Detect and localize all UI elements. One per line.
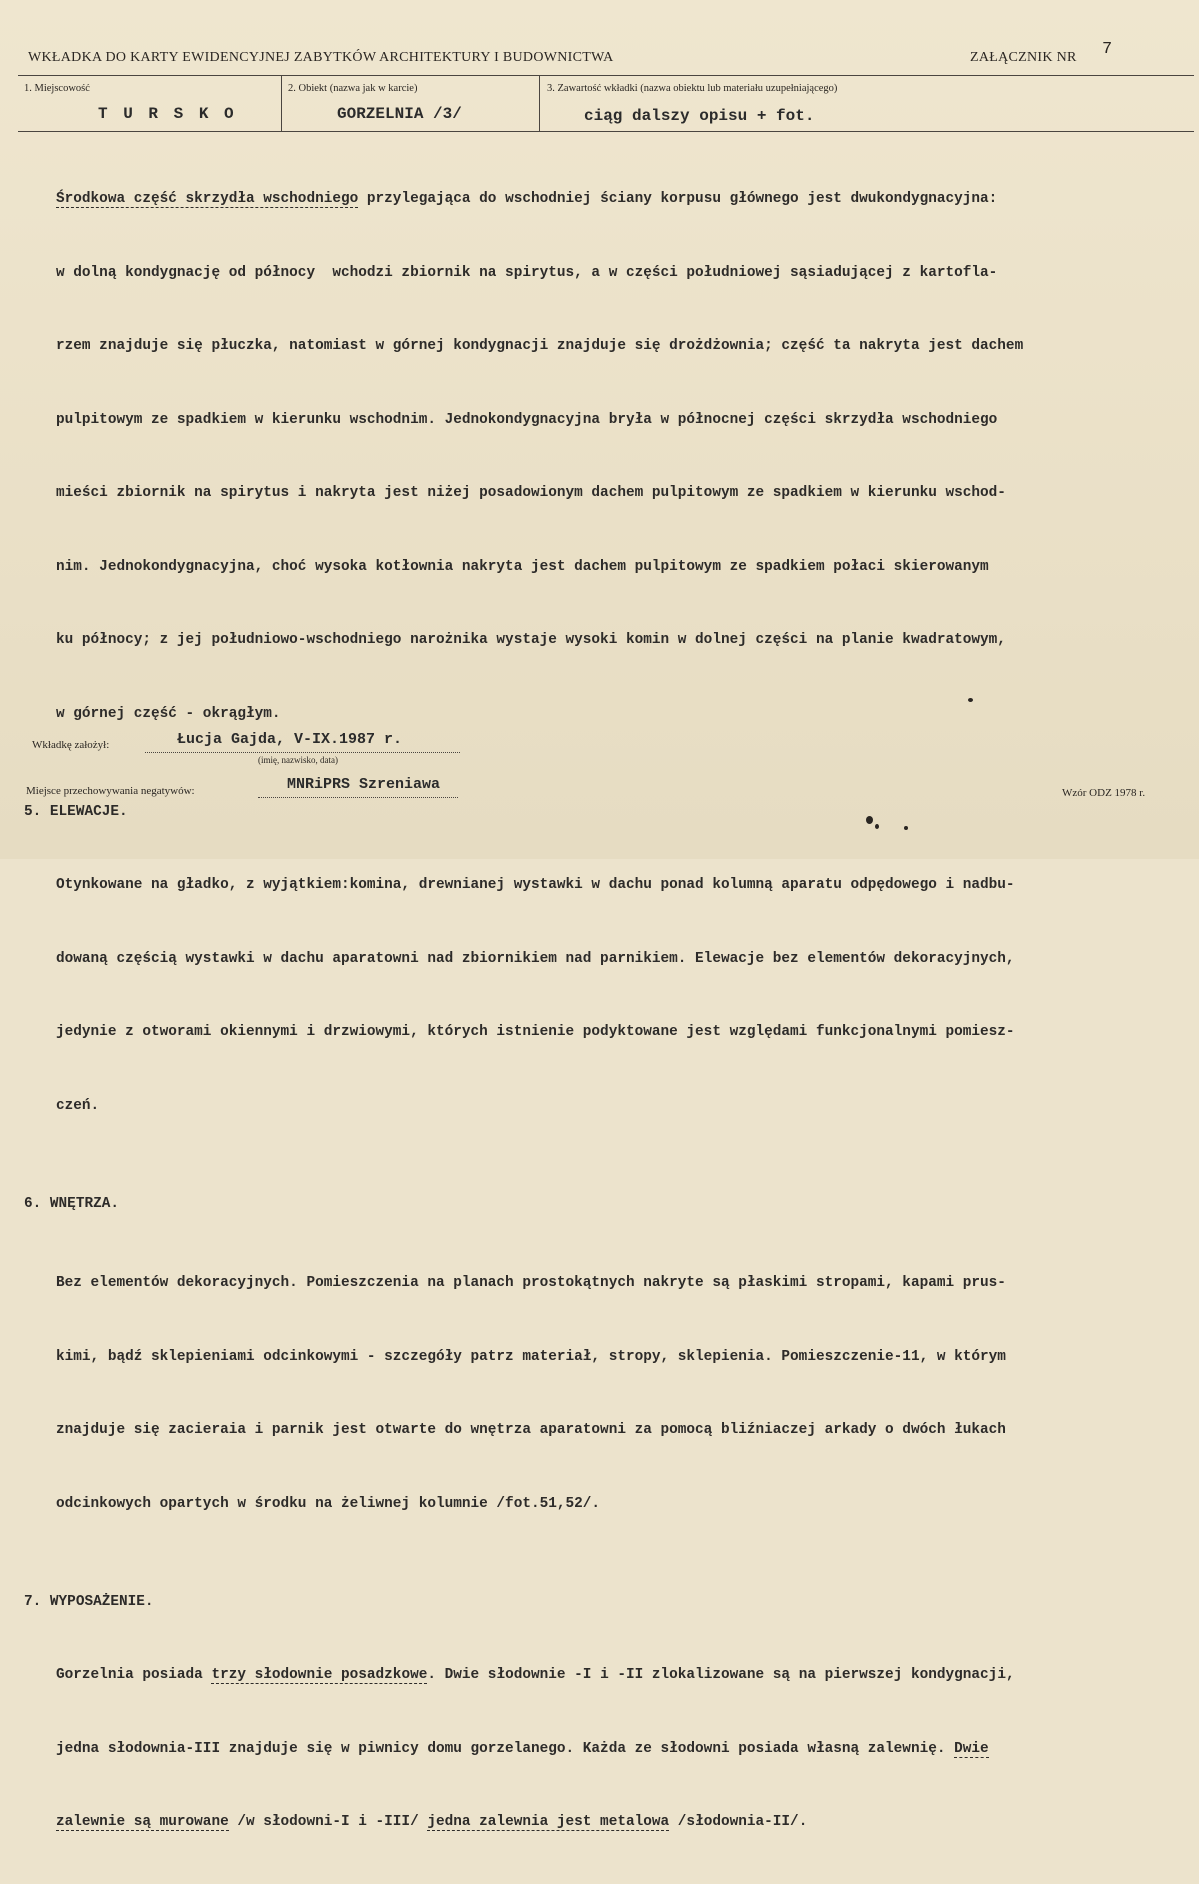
body-line	[24, 187, 1194, 212]
body-line: pulpitowym ze spadkiem w kierunku wschodnim. Jednokondygnacyjna bryła w północnej części skrzydła wschodniego	[56, 411, 998, 428]
section-heading-interiors: 6. WNĘTRZA.	[24, 1195, 119, 1212]
established-value: Łucja Gajda, V-IX.1987 r.	[177, 731, 403, 748]
body-line: czeń.	[56, 1097, 100, 1114]
body-line: Bez elementów dekoracyjnych. Pomieszczenia na planach prostokątnych nakryte są płaskimi stropami, kapami prus-	[56, 1275, 1006, 1291]
underlined-phrase: trzy słodownie posadzkowe	[211, 1667, 428, 1683]
body-text: /w słodowni-I i -III/	[228, 1814, 428, 1830]
established-dotted-line	[145, 752, 460, 753]
body-line: mieści zbiornik na spirytus i nakryta jest niżej posadowionym dachem pulpitowym ze spadkiem w kierunku wschod-	[56, 485, 1006, 501]
section-heading-equipment: 7. WYPOSAŻENIE.	[24, 1593, 154, 1610]
body-line: jedynie z otworami okiennymi i drzwiowymi, których istnienie podyktowane jest względami funkcjonalnymi pomiesz-	[56, 1024, 1015, 1040]
established-hint: (imię, nazwisko, data)	[258, 755, 338, 765]
body-line: nim. Jednokondygnacyjna, choć wysoka kotłownia nakryta jest dachem pulpitowym ze spadkiem połaci skierowanym	[56, 558, 989, 575]
negatives-value: MNRiPRS Szreniawa	[287, 776, 441, 793]
body-text: Gorzelnia posiada	[56, 1667, 212, 1683]
body-line: znajduje się zacieraia i parnik jest otwarte do wnętrza aparatowni za pomocą bliźniaczej arkady o dwóch łukach	[56, 1422, 1006, 1438]
description-body	[24, 138, 1194, 1884]
ink-smudge	[866, 816, 873, 824]
body-line	[24, 1663, 1194, 1688]
negatives-dotted-line	[258, 797, 458, 798]
body-line	[24, 1737, 1194, 1762]
field-divider-2	[539, 76, 540, 131]
body-line	[24, 1810, 1194, 1835]
body-line: odcinkowych opartych w środku na żeliwnej kolumnie /fot.51,52/.	[56, 1495, 601, 1512]
content-label: 3. Zawartość wkładki (nazwa obiektu lub materiału uzupełniającego)	[547, 83, 838, 94]
ink-smudge	[968, 698, 973, 702]
body-text: /słodownia-II/.	[669, 1814, 808, 1830]
body-line: dowaną częścią wystawki w dachu aparatowni nad zbiornikiem nad parnikiem. Elewacje bez elementów dekoracyjnych,	[56, 950, 1015, 967]
underlined-phrase: zalewnie są murowane	[56, 1814, 229, 1830]
body-line: w górnej część - okrągłym.	[56, 705, 281, 722]
ink-smudge	[904, 826, 908, 830]
field-divider-1	[281, 76, 282, 131]
header-rule-bottom	[18, 131, 1194, 132]
body-text: jedna słodownia-III znajduje się w piwnicy domu gorzelanego. Każda ze słodowni posiada własną zalewnię.	[56, 1740, 955, 1757]
established-label: Wkładkę założył:	[32, 739, 110, 751]
form-template-label: Wzór ODZ 1978 r.	[1062, 787, 1146, 799]
body-line: w dolną kondygnację od północy wchodzi zbiornik na spirytus, a w części południowej sąsiadującej z kartofla-	[56, 264, 998, 281]
underlined-phrase: Dwie	[954, 1740, 989, 1757]
body-line: rzem znajduje się płuczka, natomiast w górnej kondygnacji znajduje się drożdżownia; część ta nakryta jest dachem	[56, 338, 1024, 354]
locality-value: T U R S K O	[98, 105, 237, 123]
body-line: kimi, bądź sklepieniami odcinkowymi - szczegóły patrz materiał, stropy, sklepienia. Pomieszczenie-11, w którym	[56, 1348, 1006, 1365]
ink-smudge	[875, 824, 879, 829]
body-text: . Dwie słodownie -I i -II zlokalizowane są na pierwszej kondygnacji,	[427, 1667, 1015, 1683]
object-value: GORZELNIA /3/	[337, 105, 462, 123]
form-title: WKŁADKA DO KARTY EWIDENCYJNEJ ZABYTKÓW ARCHITEKTURY I BUDOWNICTWA	[28, 50, 614, 65]
attachment-label: ZAŁĄCZNIK NR	[970, 50, 1077, 65]
body-line: ku północy; z jej południowo-wschodniego narożnika wystaje wysoki komin w dolnej części na planie kwadratowym,	[56, 632, 1006, 648]
header-rule-top	[18, 75, 1194, 76]
body-text: przylegająca do wschodniej ściany korpusu głównego jest dwukondygnacyjna:	[358, 191, 998, 207]
negatives-label: Miejsce przechowywania negatywów:	[26, 785, 195, 797]
underlined-phrase: jedna zalewnia jest metalowa	[427, 1814, 670, 1830]
body-line: Otynkowane na gładko, z wyjątkiem:komina, drewnianej wystawki w dachu ponad kolumną aparatu odpędowego i nadbu-	[56, 877, 1015, 893]
locality-label: 1. Miejscowość	[24, 83, 90, 94]
attachment-number: 7	[1102, 40, 1113, 59]
object-label: 2. Obiekt (nazwa jak w karcie)	[288, 83, 418, 94]
section-heading-elevations: 5. ELEWACJE.	[24, 803, 128, 820]
underlined-phrase: Środkowa część skrzydła wschodniego	[56, 191, 359, 207]
content-value: ciąg dalszy opisu + fot.	[584, 107, 815, 125]
